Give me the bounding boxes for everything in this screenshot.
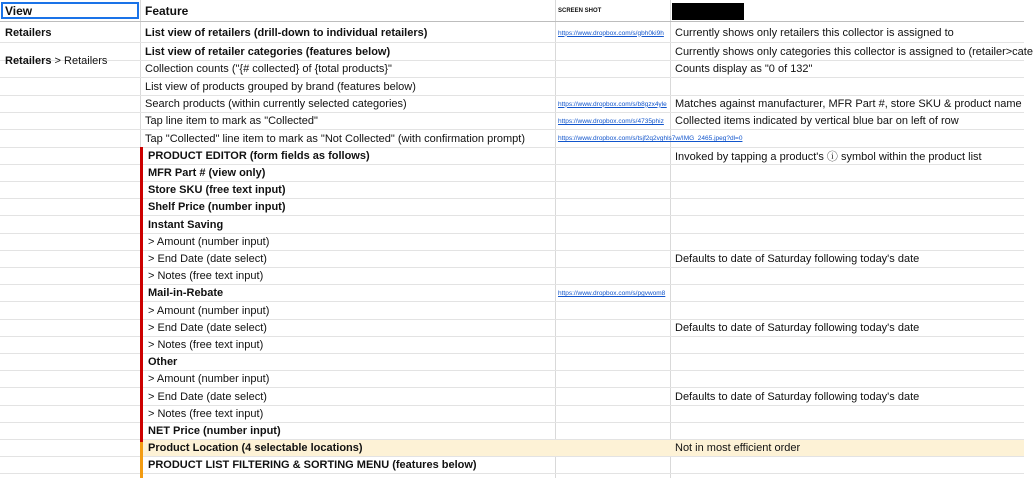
notes-cell-text: Counts display as "0 of 132": [675, 63, 813, 75]
table-row: [0, 440, 1024, 457]
screenshot-link-cell[interactable]: [555, 320, 670, 336]
view-cell[interactable]: [0, 337, 140, 353]
notes-cell[interactable]: [670, 440, 1024, 456]
notes-cell[interactable]: [670, 217, 1024, 233]
header-row: [0, 0, 1024, 22]
notes-cell-text: Currently shows only retailers this collector is assigned to: [675, 27, 954, 39]
table-row: [0, 354, 1024, 371]
screenshot-link-cell-text: https://www.dropbox.com/s/4735phiz: [558, 117, 664, 125]
feature-cell-text: > End Date (date select): [148, 321, 267, 334]
table-row: [0, 113, 1024, 130]
view-cell[interactable]: [0, 268, 140, 284]
feature-cell-text: Store SKU (free text input): [148, 184, 286, 197]
table-row: [0, 44, 1033, 61]
view-cell[interactable]: [0, 79, 140, 95]
screenshot-link-cell[interactable]: [555, 354, 670, 370]
notes-cell[interactable]: [670, 389, 1024, 405]
feature-cell[interactable]: [140, 389, 555, 405]
feature-cell-text: Other: [148, 356, 178, 369]
feature-cell[interactable]: [140, 354, 555, 370]
screenshot-link-cell[interactable]: [555, 148, 670, 164]
feature-cell-text: > Notes (free text input): [148, 407, 264, 420]
table-row: [0, 389, 1024, 406]
notes-cell[interactable]: [670, 303, 1024, 319]
table-row: [0, 337, 1024, 354]
notes-cell-text: Invoked by tapping a product's ⓘ symbol within the product list: [675, 150, 982, 163]
feature-cell-text: > End Date (date select): [148, 253, 267, 265]
section-marker-orange: [140, 442, 143, 478]
feature-cell-text: MFR Part # (view only): [148, 167, 266, 179]
screenshot-link-cell[interactable]: [555, 457, 670, 473]
feature-cell[interactable]: [140, 131, 555, 147]
view-cell[interactable]: [0, 371, 140, 387]
notes-cell[interactable]: [670, 165, 1024, 181]
screenshot-link-cell[interactable]: [555, 182, 670, 198]
feature-cell[interactable]: [140, 199, 555, 215]
feature-cell-text: Shelf Price (number input): [148, 201, 286, 214]
feature-cell-text: > Amount (number input): [148, 235, 270, 248]
notes-cell[interactable]: [670, 113, 1024, 129]
screenshot-link-cell[interactable]: [555, 406, 670, 422]
notes-cell[interactable]: [670, 44, 1033, 60]
breadcrumb-separator: >: [51, 54, 65, 67]
feature-cell[interactable]: [140, 165, 555, 181]
view-cell[interactable]: [0, 182, 140, 198]
feature-cell-text: PRODUCT LIST FILTERING & SORTING MENU (features below): [148, 459, 477, 472]
feature-cell[interactable]: [140, 457, 555, 473]
view-cell[interactable]: [0, 354, 140, 370]
feature-cell-text: > End Date (date select): [148, 390, 267, 403]
screenshot-link-cell-text: https://www.dropbox.com/s/gbh0ki9h: [558, 29, 664, 37]
view-cell[interactable]: [0, 24, 140, 42]
screenshot-link-cell[interactable]: [555, 61, 670, 77]
feature-cell[interactable]: [140, 406, 555, 422]
notes-cell[interactable]: [670, 61, 1024, 77]
table-row: [0, 234, 1024, 251]
table-row: [0, 303, 1024, 320]
notes-cell-text: Defaults to date of Saturday following today's date: [675, 390, 920, 403]
feature-cell-text: Collection counts ("{# collected} of {total products}": [145, 63, 392, 75]
screenshot-link-cell[interactable]: [555, 131, 743, 147]
feature-cell-text: Tap "Collected" line item to mark as "Not Collected" (with confirmation prompt): [145, 132, 525, 145]
feature-cell-text: Mail-in-Rebate: [148, 287, 224, 300]
view-cell[interactable]: [0, 217, 140, 233]
notes-cell[interactable]: [670, 337, 1024, 353]
table-row: [0, 199, 1024, 216]
table-row: [0, 406, 1024, 423]
section-marker-red: [140, 147, 143, 442]
header-view-label: View: [5, 3, 33, 18]
notes-cell[interactable]: [670, 199, 1024, 215]
feature-cell[interactable]: [140, 320, 555, 336]
feature-cell[interactable]: [140, 44, 555, 60]
table-row: [0, 131, 1024, 148]
view-cell[interactable]: [0, 131, 140, 147]
notes-cell-text: Collected items indicated by vertical blue bar on left of row: [675, 115, 959, 128]
feature-cell-text: > Notes (free text input): [148, 270, 264, 283]
screenshot-link-cell[interactable]: [555, 268, 670, 284]
feature-cell[interactable]: [140, 285, 555, 301]
feature-cell[interactable]: [140, 440, 555, 456]
breadcrumb-parent: Retailers: [5, 54, 52, 67]
header-view-cell[interactable]: [0, 0, 140, 21]
feature-cell[interactable]: [140, 423, 555, 439]
screenshot-link-cell[interactable]: [555, 217, 670, 233]
breadcrumb-child: Retailers: [64, 54, 108, 67]
notes-cell[interactable]: [670, 24, 1024, 42]
notes-cell[interactable]: [670, 251, 1024, 267]
feature-cell[interactable]: [140, 61, 555, 77]
table-row: [0, 217, 1024, 234]
screenshot-link-cell[interactable]: [555, 24, 670, 42]
view-cell-text: Retailers: [5, 27, 52, 39]
notes-cell[interactable]: [670, 285, 1024, 301]
notes-cell-text: Currently shows only categories this collector is assigned to (retailer>cate: [675, 46, 1033, 58]
table-row: [0, 79, 1024, 96]
notes-cell-text: Defaults to date of Saturday following today's date: [675, 321, 920, 334]
feature-cell[interactable]: [140, 113, 555, 129]
screenshot-link-cell-text: https://www.dropbox.com/s/pgvwom8: [558, 289, 666, 297]
feature-cell[interactable]: [140, 217, 555, 233]
screenshot-link-cell[interactable]: [555, 389, 670, 405]
view-cell[interactable]: [0, 423, 140, 439]
header-feature-cell[interactable]: [140, 0, 555, 21]
feature-cell-text: > Amount (number input): [148, 304, 270, 317]
notes-cell[interactable]: [670, 371, 1024, 387]
header-screenshot-cell[interactable]: [555, 0, 670, 21]
notes-cell[interactable]: [670, 354, 1024, 370]
notes-cell[interactable]: [670, 268, 1024, 284]
screenshot-link-cell[interactable]: [555, 44, 670, 60]
feature-cell[interactable]: [140, 234, 555, 250]
view-cell[interactable]: [0, 148, 140, 164]
notes-cell[interactable]: [670, 457, 1024, 473]
feature-cell-text: List view of products grouped by brand (features below): [145, 81, 416, 93]
view-cell[interactable]: [0, 251, 140, 267]
screenshot-link-cell[interactable]: [555, 251, 670, 267]
feature-cell[interactable]: [140, 96, 555, 112]
view-cell[interactable]: [0, 165, 140, 181]
screenshot-link-cell[interactable]: [555, 285, 670, 301]
table-row: [0, 148, 1024, 165]
header-feature-label: Feature: [145, 3, 189, 18]
table-row: [0, 423, 1024, 440]
notes-cell[interactable]: [670, 320, 1024, 336]
screenshot-link-cell[interactable]: [555, 165, 670, 181]
notes-cell[interactable]: [670, 234, 1024, 250]
table-row: [0, 268, 1024, 285]
header-screenshot-label: SCREEN SHOT: [558, 7, 602, 14]
feature-cell[interactable]: [140, 337, 555, 353]
table-row: [0, 96, 1024, 113]
screenshot-link-cell[interactable]: [555, 79, 670, 95]
feature-cell[interactable]: [140, 371, 555, 387]
table-row: [0, 457, 1024, 474]
screenshot-link-cell-text: https://www.dropbox.com/s/b8gzx4yle: [558, 100, 667, 108]
view-cell[interactable]: [0, 113, 140, 129]
screenshot-link-cell[interactable]: [555, 371, 670, 387]
table-row: [0, 165, 1024, 182]
screenshot-link-cell[interactable]: [555, 440, 670, 456]
notes-cell-text: Defaults to date of Saturday following today's date: [675, 253, 920, 265]
table-row: [0, 24, 1024, 43]
view-cell[interactable]: [0, 389, 140, 405]
notes-cell-text: Not in most efficient order: [675, 442, 801, 455]
feature-cell-text: Product Location (4 selectable locations): [148, 442, 363, 455]
view-cell[interactable]: [0, 320, 140, 336]
feature-cell-text: Tap line item to mark as "Collected": [145, 115, 318, 128]
view-cell[interactable]: [0, 234, 140, 250]
screenshot-link-cell[interactable]: [555, 423, 670, 439]
notes-cell-text: Matches against manufacturer, MFR Part #, store SKU & product name: [675, 98, 1022, 111]
screenshot-link-cell[interactable]: [555, 337, 670, 353]
feature-cell-text: List view of retailers (drill-down to individual retailers): [145, 27, 428, 39]
screenshot-link-cell[interactable]: [555, 234, 670, 250]
feature-cell[interactable]: [140, 251, 555, 267]
table-row: [0, 251, 1024, 268]
feature-cell-text: PRODUCT EDITOR (form fields as follows): [148, 149, 370, 162]
view-cell[interactable]: [0, 440, 140, 456]
view-cell[interactable]: [0, 457, 140, 473]
feature-cell[interactable]: [140, 79, 555, 95]
feature-cell-text: NET Price (number input): [148, 425, 281, 437]
notes-cell[interactable]: [670, 96, 1024, 112]
feature-cell-text: Instant Saving: [148, 218, 224, 231]
notes-cell[interactable]: [670, 406, 1024, 422]
screenshot-link-cell[interactable]: [555, 96, 670, 112]
view-cell[interactable]: [0, 406, 140, 422]
feature-cell-text: Search products (within currently selected categories): [145, 98, 407, 111]
notes-cell[interactable]: [670, 148, 1024, 164]
screenshot-link-cell[interactable]: [555, 303, 670, 319]
feature-cell-text: > Notes (free text input): [148, 339, 264, 351]
screenshot-link-cell-text: https://www.dropbox.com/s/tsjf2q2vghls7w/IMG_2465.jpeg?dl=0: [558, 135, 743, 143]
redacted-header-cell: [672, 3, 744, 20]
table-row: [0, 182, 1024, 199]
feature-cell[interactable]: [140, 24, 555, 42]
breadcrumb: [5, 52, 107, 69]
table-row: [0, 285, 1024, 302]
feature-cell[interactable]: [140, 148, 555, 164]
notes-cell[interactable]: [670, 79, 1024, 95]
screenshot-link-cell[interactable]: [555, 199, 670, 215]
table-row: [0, 61, 1024, 78]
table-row: [0, 320, 1024, 337]
view-cell[interactable]: [0, 285, 140, 301]
feature-cell[interactable]: [140, 303, 555, 319]
view-cell[interactable]: [0, 199, 140, 215]
screenshot-link-cell[interactable]: [555, 113, 670, 129]
feature-cell-text: > Amount (number input): [148, 373, 270, 386]
feature-cell[interactable]: [140, 268, 555, 284]
notes-cell[interactable]: [670, 182, 1024, 198]
view-cell[interactable]: [0, 96, 140, 112]
notes-cell[interactable]: [670, 131, 1024, 147]
feature-cell-text: List view of retailer categories (features below): [145, 46, 391, 58]
notes-cell[interactable]: [670, 423, 1024, 439]
view-cell[interactable]: [0, 303, 140, 319]
table-row: [0, 371, 1024, 388]
feature-cell[interactable]: [140, 182, 555, 198]
